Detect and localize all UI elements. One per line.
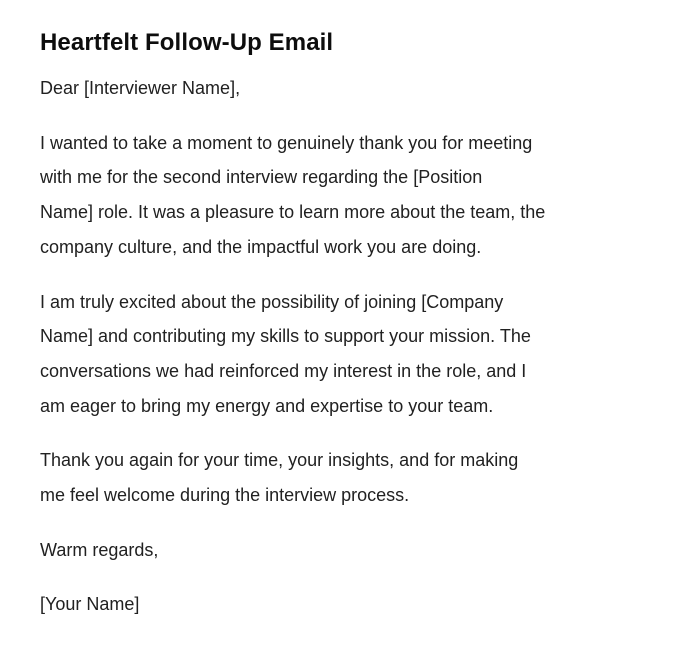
greeting-line: Dear [Interviewer Name],	[40, 78, 241, 98]
closing-paragraph	[40, 533, 648, 568]
paragraph-line: conversations we had reinforced my interest in the role, and I	[40, 360, 527, 381]
document-title: Heartfelt Follow-Up Email	[40, 29, 334, 56]
paragraph-line: Name] and contributing my skills to support your mission. The	[40, 326, 531, 347]
signature-paragraph	[40, 587, 648, 622]
paragraph-line: am eager to bring my energy and expertise to your team.	[40, 395, 494, 416]
paragraph-line: company culture, and the impactful work you are doing.	[40, 236, 482, 257]
paragraph-line: I am truly excited about the possibility of joining [Company	[40, 291, 504, 312]
paragraph-line: me feel welcome during the interview process.	[40, 485, 410, 506]
signature-line: [Your Name]	[40, 594, 140, 615]
body-paragraph	[40, 285, 648, 424]
body-paragraph	[40, 443, 648, 512]
paragraph-line: I wanted to take a moment to genuinely thank you for meeting	[40, 132, 533, 153]
greeting-paragraph	[40, 71, 648, 106]
paragraph-line: with me for the second interview regarding the [Position	[40, 167, 483, 188]
paragraph-line: Thank you again for your time, your insights, and for making	[40, 450, 519, 471]
closing-line: Warm regards,	[40, 539, 159, 560]
paragraph-line: Name] role. It was a pleasure to learn more about the team, the	[40, 202, 546, 223]
body-paragraph	[40, 126, 648, 265]
